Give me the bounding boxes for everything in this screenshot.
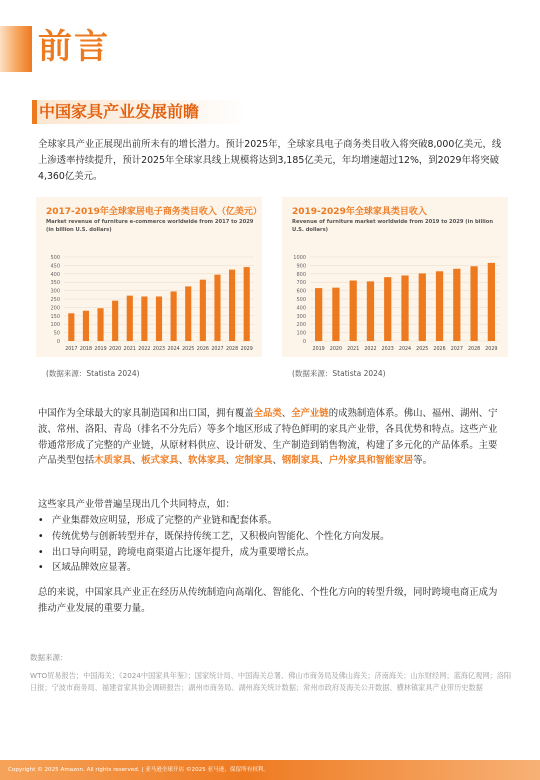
y-tick-label: 50 bbox=[53, 330, 60, 337]
bar bbox=[401, 275, 408, 341]
y-tick-label: 100 bbox=[50, 322, 60, 329]
y-tick-label: 400 bbox=[50, 271, 60, 278]
data-source-label: 数据来源： bbox=[30, 653, 68, 662]
x-tick-label: 2022 bbox=[138, 347, 151, 352]
bar bbox=[83, 311, 89, 341]
bar bbox=[97, 308, 103, 341]
bar bbox=[229, 270, 235, 341]
bar bbox=[332, 288, 339, 341]
highlight: 全品类 bbox=[253, 408, 282, 419]
y-tick-label: 500 bbox=[296, 297, 306, 303]
bar bbox=[470, 266, 477, 341]
footer-copyright: Copyright © 2025 Amazon. All rights reserved. | 亚马逊全球开店 ©2025 亚马逊，保留所有权利。 bbox=[8, 767, 270, 773]
chart-panel-furniture bbox=[282, 197, 508, 357]
x-tick-label: 2027 bbox=[211, 347, 224, 352]
section-title: 中国家具产业发展前瞻 bbox=[37, 100, 247, 124]
bar bbox=[244, 267, 250, 341]
bar bbox=[315, 288, 322, 341]
list-item: • 产业集群效应明显，形成了完整的产业链和配套体系。 bbox=[38, 513, 504, 529]
x-tick-label: 2025 bbox=[416, 347, 429, 352]
bar bbox=[384, 277, 391, 341]
y-tick-label: 300 bbox=[50, 288, 60, 295]
highlight: 户外家具和智能家居 bbox=[328, 455, 414, 467]
chart-title: 2019-2029年全球家具类目收入 bbox=[292, 207, 427, 217]
intro-paragraph: 全球家具产业正展现出前所未有的增长潜力。预计2025年，全球家具电子商务类目收入将突破8,000亿美元，线上渗透率持续提升，预计2025年全球家具线上规模将达到3,185亿美元，年均增速超过12%，到2029年将突破4,360亿美元。 bbox=[38, 139, 502, 182]
bar bbox=[185, 286, 191, 341]
x-tick-label: 2024 bbox=[398, 347, 412, 352]
y-tick-label: 700 bbox=[296, 280, 306, 287]
y-tick-label: 0 bbox=[302, 339, 306, 345]
bar bbox=[488, 263, 495, 341]
chart-source-left: (数据来源：Statista 2024) bbox=[46, 369, 140, 378]
y-tick-label: 400 bbox=[296, 305, 306, 312]
x-tick-label: 2028 bbox=[225, 347, 239, 352]
bar bbox=[200, 280, 206, 341]
y-tick-label: 200 bbox=[50, 305, 60, 312]
chart-subtitle: Market revenue of furniture e-commerce worldwide from 2017 to 2029 (in billion U.S. dollars) bbox=[46, 219, 254, 233]
features-list bbox=[38, 513, 504, 576]
x-tick-label: 2017 bbox=[65, 347, 78, 352]
y-tick-label: 100 bbox=[296, 330, 306, 337]
y-tick-label: 900 bbox=[296, 263, 306, 270]
ecommerce-revenue-chart bbox=[36, 245, 262, 355]
y-tick-label: 350 bbox=[50, 280, 60, 287]
bar bbox=[141, 296, 147, 341]
x-tick-label: 2023 bbox=[381, 347, 394, 352]
highlight: 钢制家具 bbox=[281, 455, 320, 467]
industry-paragraph: 中国作为全球最大的家具制造国和出口国，拥有覆盖全品类、全产业链的成熟制造体系。佛山、福州、湖州、宁波、常州、洛阳、青岛（排名不分先后）等多个地区形成了特色鲜明的家具产业带，各具优势和特点。这些产业带通常形成了完整的产业链，从原材料供应、设计研发、生产制造到销售物流，构建了多元化的产品体系。主要产品类型包括木质家具、板式家具、软体家具、定制家具、钢制家具、户外家具和智能家居等。 bbox=[38, 408, 498, 467]
page-title: 前言 bbox=[38, 27, 110, 67]
x-tick-label: 2027 bbox=[450, 347, 463, 352]
bar bbox=[453, 269, 460, 341]
x-tick-label: 2019 bbox=[312, 347, 325, 352]
list-item: • 传统优势与创新转型并存，既保持传统工艺，又积极向智能化、个性化方向发展。 bbox=[38, 529, 504, 545]
bar bbox=[127, 296, 133, 341]
highlight: 板式家具 bbox=[141, 455, 179, 467]
highlight: 软体家具 bbox=[188, 455, 226, 467]
y-tick-label: 150 bbox=[50, 313, 60, 320]
highlight: 定制家具 bbox=[234, 455, 273, 467]
x-tick-label: 2024 bbox=[167, 347, 180, 352]
chart-subtitle: Revenue of furniture market worldwide from 2019 to 2029 (in billion U.S. dollars) bbox=[292, 219, 494, 233]
chart-source-right: (数据来源：Statista 2024) bbox=[292, 369, 386, 378]
bar bbox=[436, 271, 443, 341]
x-tick-label: 2021 bbox=[347, 347, 360, 352]
bar bbox=[419, 273, 426, 341]
conclusion-paragraph: 总的来说，中国家具产业正在经历从传统制造向高端化、智能化、个性化方向的转型升级，同时跨境电商正成为推动产业发展的重要力量。 bbox=[38, 587, 498, 614]
bar bbox=[156, 296, 162, 341]
x-tick-label: 2026 bbox=[196, 347, 209, 352]
x-tick-label: 2026 bbox=[433, 347, 446, 352]
bar bbox=[171, 291, 177, 341]
x-tick-label: 2020 bbox=[329, 347, 343, 352]
x-tick-label: 2018 bbox=[79, 347, 93, 352]
y-tick-label: 600 bbox=[296, 288, 306, 295]
y-tick-label: 200 bbox=[296, 322, 306, 329]
y-tick-label: 300 bbox=[296, 313, 306, 320]
bar bbox=[68, 313, 74, 341]
x-tick-label: 2019 bbox=[94, 347, 107, 352]
highlight: 木质家具 bbox=[94, 455, 132, 467]
x-tick-label: 2029 bbox=[485, 347, 498, 352]
x-tick-label: 2023 bbox=[152, 347, 166, 352]
highlight: 全产业链 bbox=[291, 408, 329, 419]
y-tick-label: 1000 bbox=[293, 255, 306, 261]
title-accent-bar bbox=[0, 26, 32, 72]
x-tick-label: 2029 bbox=[240, 347, 253, 352]
chart-panel-ecommerce bbox=[36, 197, 262, 357]
furniture-revenue-chart bbox=[282, 245, 508, 355]
y-tick-label: 800 bbox=[296, 271, 306, 278]
x-tick-label: 2021 bbox=[123, 347, 136, 352]
bar bbox=[112, 301, 118, 341]
x-tick-label: 2022 bbox=[364, 347, 377, 352]
y-tick-label: 450 bbox=[50, 263, 60, 270]
bar bbox=[350, 281, 357, 341]
y-tick-label: 0 bbox=[56, 339, 60, 345]
data-source-text: WTO贸易报告；中国海关；《2024中国家具年鉴》；国家统计局、中国海关总署、佛山市商务局及佛山海关；济南海关；山东财经网；蓝海亿观网；洛阳日报；宁波市商务局、福建省家具协会调研报告；湖州市商务局、湖州海关统计数据；常州市政府及海关公开数据、横林镇家具产业带历史数据 bbox=[30, 671, 512, 692]
bar bbox=[214, 275, 220, 341]
x-tick-label: 2020 bbox=[109, 347, 122, 352]
list-item: • 出口导向明显，跨境电商渠道占比逐年提升，成为重要增长点。 bbox=[38, 545, 504, 561]
footer-bar bbox=[0, 760, 540, 780]
y-tick-label: 500 bbox=[50, 255, 60, 261]
chart-title: 2017-2019年全球家居电子商务类目收入（亿美元） bbox=[46, 207, 262, 217]
y-tick-label: 250 bbox=[50, 297, 60, 303]
bar bbox=[367, 281, 374, 341]
features-intro: 这些家具产业带普遍呈现出几个共同特点，如： bbox=[38, 499, 235, 510]
x-tick-label: 2028 bbox=[467, 347, 481, 352]
list-item: • 区域品牌效应显著。 bbox=[38, 560, 504, 576]
x-tick-label: 2025 bbox=[182, 347, 195, 352]
